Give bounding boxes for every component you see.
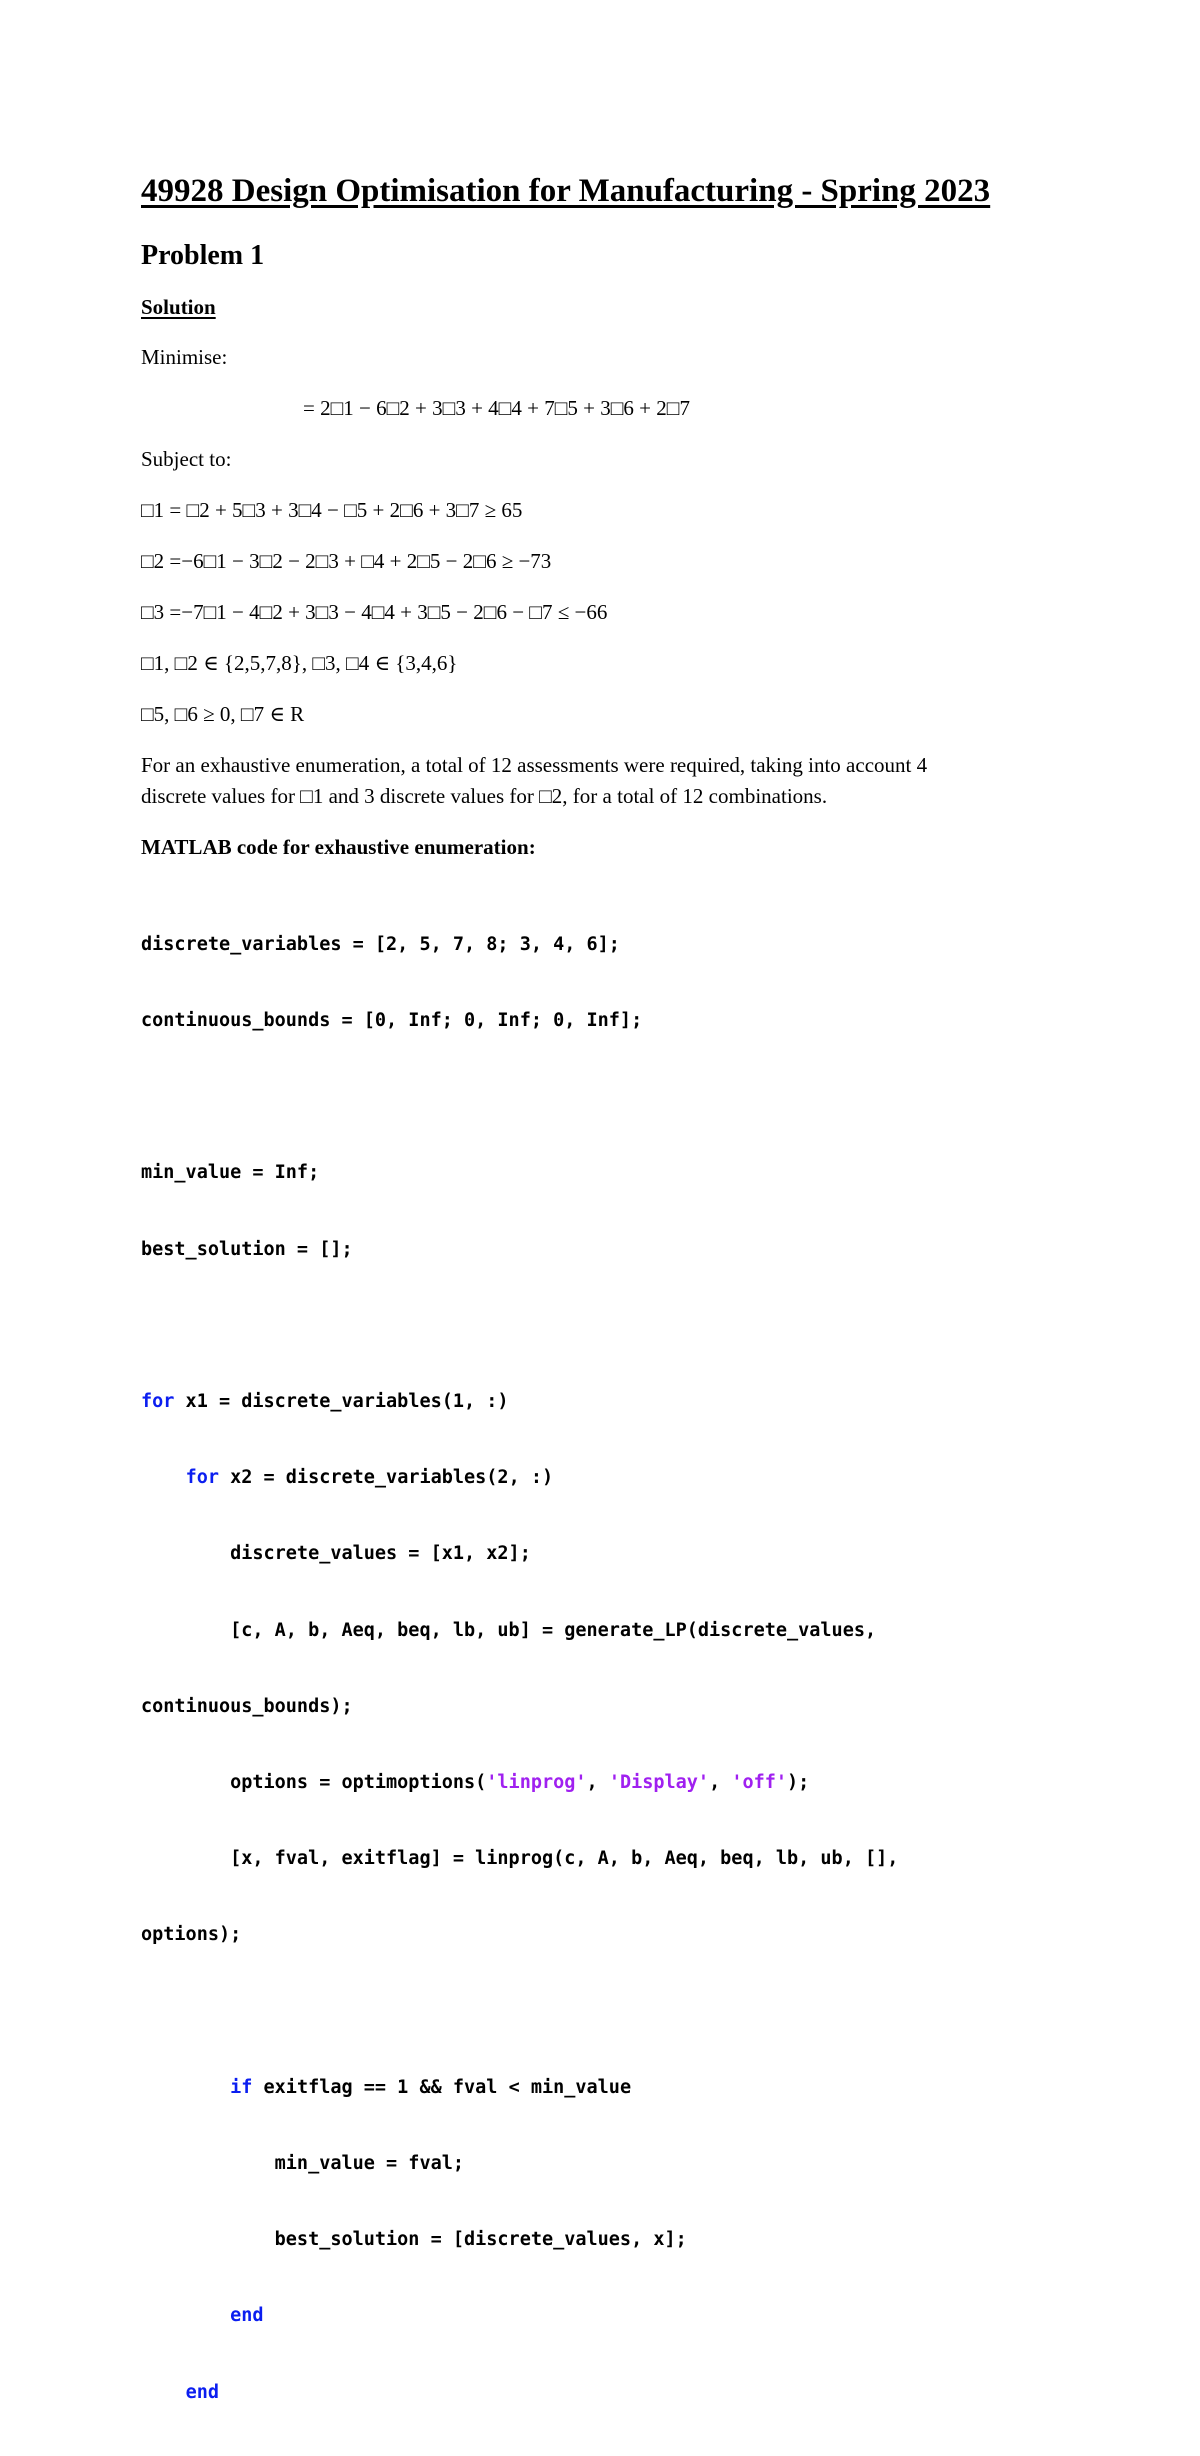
solution-heading: Solution <box>141 295 216 319</box>
constraint-1: □1 = □2 + 5□3 + 3□4 − □5 + 2□6 + 3□7 ≥ 65 <box>141 498 523 522</box>
document-page <box>141 160 1071 2456</box>
code-text: , <box>586 1772 609 1794</box>
code-heading: MATLAB code for exhaustive enumeration: <box>141 835 536 859</box>
continuous-domain: □5, □6 ≥ 0, □7 ∈ R <box>141 702 305 726</box>
code-line: min_value = Inf; <box>141 1162 320 1184</box>
code-text: exitflag == 1 && fval < min_value <box>252 2076 632 2098</box>
code-line <box>141 1389 1071 1414</box>
code-blank-line <box>141 1313 1071 1338</box>
discrete-domain: □1, □2 ∈ {2,5,7,8}, □3, □4 ∈ {3,4,6} <box>141 651 458 675</box>
code-line: [x, fval, exitflag] = linprog(c, A, b, Aeq, beq, lb, ub, [], <box>141 1848 899 1870</box>
code-blank-line <box>141 1084 1071 1109</box>
code-line: options); <box>141 1924 242 1946</box>
keyword-end: end <box>230 2305 264 2327</box>
code-text: ); <box>787 1772 810 1794</box>
code-text: x2 = discrete_variables(2, :) <box>218 1467 554 1489</box>
code-line <box>141 2075 1071 2100</box>
code-text: , <box>709 1772 732 1794</box>
enumeration-paragraph <box>141 750 1071 812</box>
code-indent <box>141 1467 186 1488</box>
code-indent <box>141 2077 230 2098</box>
keyword-end: end <box>185 2381 219 2403</box>
code-line: continuous_bounds); <box>141 1695 353 1717</box>
code-text: options = optimoptions( <box>141 1772 487 1794</box>
code-line: min_value = fval; <box>141 2153 465 2175</box>
objective-function: = 2□1 − 6□2 + 3□3 + 4□4 + 7□5 + 3□6 + 2□7 <box>303 396 690 420</box>
code-text: x1 = discrete_variables(1, :) <box>174 1391 509 1413</box>
enumeration-line-1: For an exhaustive enumeration, a total of 12 assessments were required, taking into account 4 <box>141 753 928 777</box>
string-literal: 'linprog' <box>486 1772 587 1794</box>
problem-heading: Problem 1 <box>141 240 265 271</box>
keyword-for: for <box>185 1467 219 1489</box>
code-line: discrete_values = [x1, x2]; <box>141 1543 531 1565</box>
keyword-if: if <box>230 2076 253 2098</box>
document-title: 49928 Design Optimisation for Manufacturing - Spring 2023 <box>141 173 991 209</box>
code-line <box>141 2380 1071 2405</box>
code-indent <box>141 2305 230 2326</box>
keyword-for: for <box>141 1391 175 1413</box>
code-line: best_solution = []; <box>141 1238 353 1260</box>
minimise-label: Minimise: <box>141 345 228 369</box>
code-line <box>141 1465 1071 1490</box>
code-line: discrete_variables = [2, 5, 7, 8; 3, 4, 6]; <box>141 933 620 955</box>
string-literal: 'off' <box>731 1772 788 1794</box>
code-blank-line <box>141 1999 1071 2024</box>
constraint-2: □2 =−6□1 − 3□2 − 2□3 + □4 + 2□5 − 2□6 ≥ −73 <box>141 549 552 573</box>
constraint-3: □3 =−7□1 − 4□2 + 3□3 − 4□4 + 3□5 − 2□6 − □7 ≤ −66 <box>141 600 608 624</box>
subject-to-label: Subject to: <box>141 447 232 471</box>
code-line: continuous_bounds = [0, Inf; 0, Inf; 0, Inf]; <box>141 1010 643 1032</box>
code-line: best_solution = [discrete_values, x]; <box>141 2229 687 2251</box>
matlab-code-block <box>141 881 1071 2456</box>
code-line <box>141 2303 1071 2328</box>
enumeration-line-2: discrete values for □1 and 3 discrete values for □2, for a total of 12 combinations. <box>141 784 828 808</box>
string-literal: 'Display' <box>608 1772 710 1794</box>
code-indent <box>141 2382 186 2403</box>
code-line <box>141 1770 1071 1795</box>
code-line: [c, A, b, Aeq, beq, lb, ub] = generate_LP(discrete_values, <box>141 1619 877 1641</box>
